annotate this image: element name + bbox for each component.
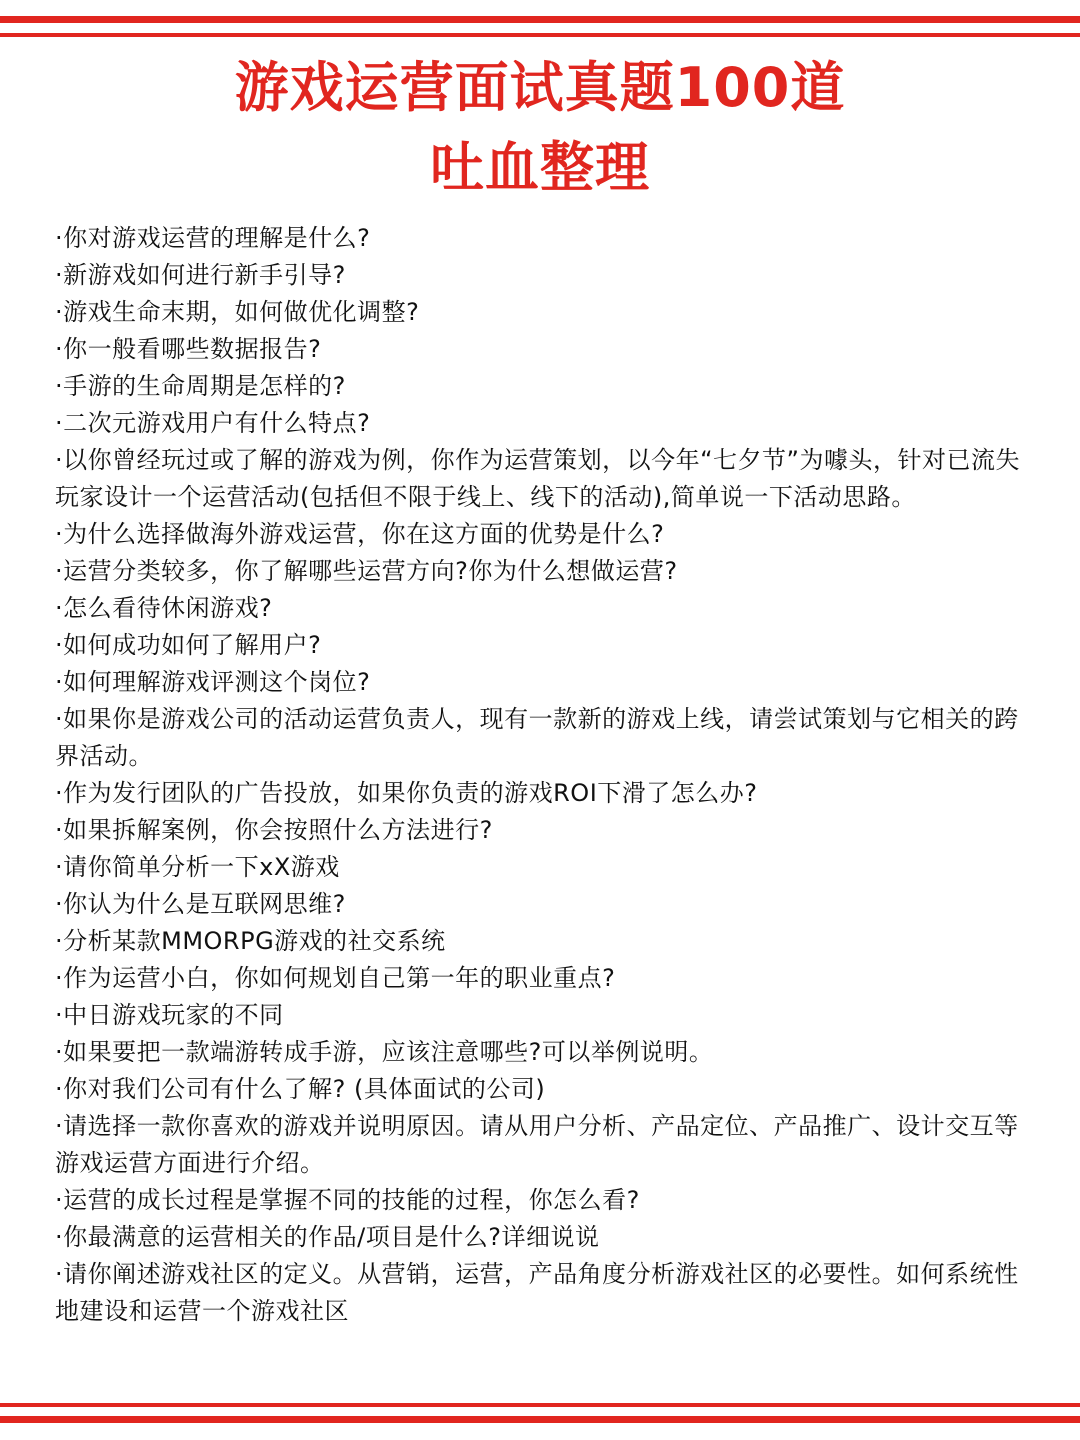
list-item: ·运营的成长过程是掌握不同的技能的过程，你怎么看? bbox=[55, 1186, 640, 1214]
list-item: ·以你曾经玩过或了解的游戏为例，你作为运营策划，以今年“七夕节”为噱头，针对已流失玩家设计一个运营活动(包括但不限于线上、线下的活动),简单说一下活动思路。 bbox=[55, 446, 1020, 511]
list-item: ·二次元游戏用户有什么特点? bbox=[55, 409, 371, 437]
list-item: ·手游的生命周期是怎样的? bbox=[55, 372, 346, 400]
question-list bbox=[55, 220, 1025, 1330]
list-item: ·你认为什么是互联网思维? bbox=[55, 890, 346, 918]
list-item: ·请你简单分析一下xX游戏 bbox=[55, 853, 340, 881]
list-item: ·为什么选择做海外游戏运营，你在这方面的优势是什么? bbox=[55, 520, 665, 548]
list-item: ·怎么看待休闲游戏? bbox=[55, 594, 273, 622]
list-item: ·新游戏如何进行新手引导? bbox=[55, 261, 346, 289]
list-item: ·你对游戏运营的理解是什么? bbox=[55, 224, 371, 252]
list-item: ·游戏生命末期，如何做优化调整? bbox=[55, 298, 420, 326]
list-item: ·如何成功如何了解用户? bbox=[55, 631, 322, 659]
list-item: ·如果拆解案例，你会按照什么方法进行? bbox=[55, 816, 493, 844]
list-item: ·分析某款MMORPG游戏的社交系统 bbox=[55, 927, 446, 955]
list-item: ·作为发行团队的广告投放，如果你负责的游戏ROI下滑了怎么办? bbox=[55, 779, 758, 807]
list-item: ·作为运营小白，你如何规划自己第一年的职业重点? bbox=[55, 964, 616, 992]
list-item: ·运营分类较多，你了解哪些运营方向?你为什么想做运营? bbox=[55, 557, 678, 585]
page-subtitle: 吐血整理 bbox=[430, 136, 650, 199]
top-border-thick bbox=[0, 16, 1080, 23]
list-item: ·如何理解游戏评测这个岗位? bbox=[55, 668, 371, 696]
bottom-border-thin bbox=[0, 1403, 1080, 1407]
list-item: ·你最满意的运营相关的作品/项目是什么?详细说说 bbox=[55, 1223, 600, 1251]
list-item: ·请你阐述游戏社区的定义。从营销，运营，产品角度分析游戏社区的必要性。如何系统性地建设和运营一个游戏社区 bbox=[55, 1260, 1019, 1325]
list-item: ·请选择一款你喜欢的游戏并说明原因。请从用户分析、产品定位、产品推广、设计交互等游戏运营方面进行介绍。 bbox=[55, 1112, 1019, 1177]
top-border-thin bbox=[0, 33, 1080, 37]
list-item: ·如果你是游戏公司的活动运营负责人，现有一款新的游戏上线，请尝试策划与它相关的跨界活动。 bbox=[55, 705, 1019, 770]
page-title: 游戏运营面试真题100道 bbox=[234, 56, 846, 119]
list-item: ·你对我们公司有什么了解? (具体面试的公司) bbox=[55, 1075, 546, 1103]
bottom-border-thick bbox=[0, 1416, 1080, 1423]
list-item: ·中日游戏玩家的不同 bbox=[55, 1001, 284, 1029]
list-item: ·你一般看哪些数据报告? bbox=[55, 335, 322, 363]
list-item: ·如果要把一款端游转成手游，应该注意哪些?可以举例说明。 bbox=[55, 1038, 714, 1066]
